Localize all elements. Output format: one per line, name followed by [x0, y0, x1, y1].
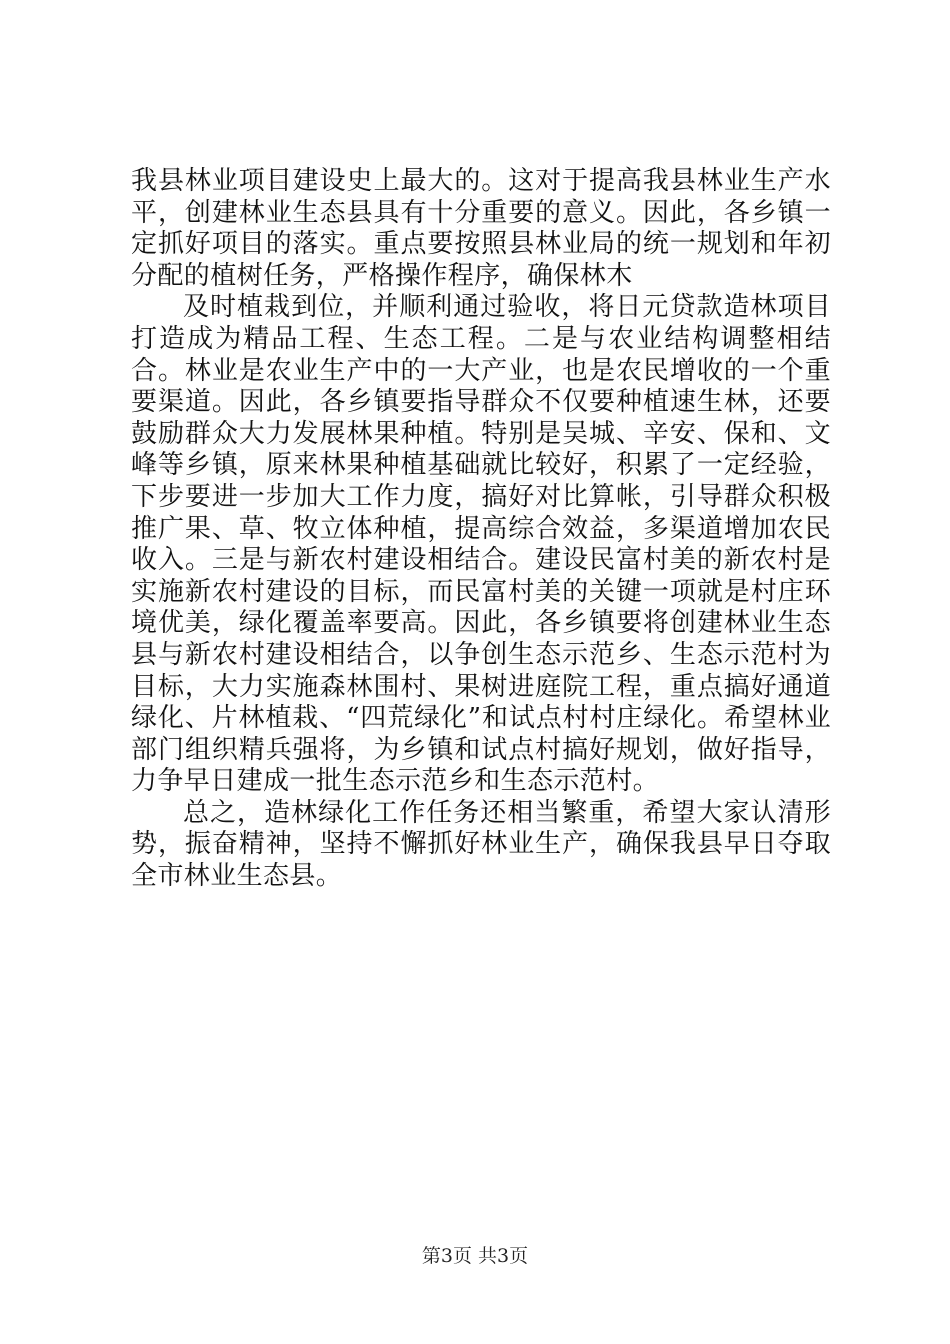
page-footer	[0, 1244, 950, 1268]
page-number-label: 第3页 共3页	[421, 1245, 529, 1267]
paragraph-1: 我县林业项目建设史上最大的。这对于提高我县林业生产水平，创建林业生态县具有十分重要的意义。因此，各乡镇一定抓好项目的落实。重点要按照县林业局的统一规划和年初分配的植树任务，严格操作程序，确保林木	[131, 166, 831, 291]
paragraph-2: 及时植栽到位，并顺利通过验收，将日元贷款造林项目打造成为精品工程、生态工程。二是与农业结构调整相结合。林业是农业生产中的一大产业，也是农民增收的一个重要渠道。因此，各乡镇要指导群众不仅要种植速生林，还要鼓励群众大力发展林果种植。特别是吴城、辛安、保和、文峰等乡镇，原来林果种植基础就比较好，积累了一定经验，下步要进一步加大工作力度，搞好对比算帐，引导群众积极推广果、草、牧立体种植，提高综合效益，多渠道增加农民收入。三是与新农村建设相结合。建设民富村美的新农村是实施新农村建设的目标，而民富村美的关键一项就是村庄环境优美，绿化覆盖率要高。因此，各乡镇要将创建林业生态县与新农村建设相结合，以争创生态示范乡、生态示范村为目标，大力实施森林围村、果树进庭院工程，重点搞好通道绿化、片林植栽、“四荒绿化”和试点村村庄绿化。希望林业部门组织精兵强将，为乡镇和试点村搞好规划，做好指导，力争早日建成一批生态示范乡和生态示范村。	[131, 292, 831, 797]
document-body	[131, 166, 831, 893]
paragraph-3: 总之，造林绿化工作任务还相当繁重，希望大家认清形势，振奋精神，坚持不懈抓好林业生产，确保我县早日夺取全市林业生态县。	[131, 797, 831, 892]
